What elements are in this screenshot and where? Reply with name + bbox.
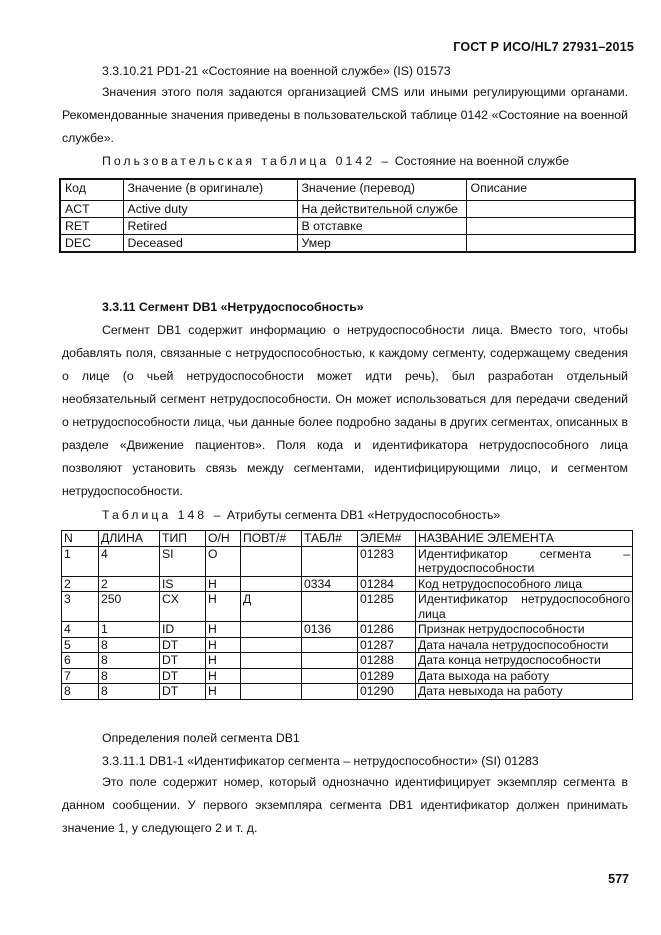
table-cell: DT [160,637,206,653]
table-cell: 01285 [358,592,416,622]
table-148-caption-prefix: Таблица 148 – [102,508,224,522]
table-cell [466,201,635,218]
db1-section-heading: 3.3.11 Сегмент DB1 «Нетрудоспособность» [102,300,364,314]
table-cell: 01283 [358,546,416,576]
table-cell: Идентификатор нетрудоспособного лица [416,592,633,622]
pd1-21-title: 3.3.10.21 PD1-21 «Состояние на военной службе» (IS) 01573 [102,64,451,78]
table-cell: Deceased [123,235,297,253]
table-cell [241,637,302,653]
table-cell [241,668,302,684]
table-cell: Дата выхода на работу [416,668,633,684]
table-row [62,637,633,653]
table-cell: 2 [99,576,160,592]
table-cell: 6 [62,653,99,669]
table-cell: RET [60,218,123,235]
table-row [62,622,633,638]
table-cell: SI [160,546,206,576]
table-cell: 01287 [358,637,416,653]
table-cell: Д [241,592,302,622]
table-cell [302,546,358,576]
table-cell [241,576,302,592]
db1-1-paragraph: Это поле содержит номер, который однозначно идентифицирует экземпляр сегмента в данном сообщении. У первого экземпляра сегмента DB1 идентификатор должен принимать значение 1, у следующего 2 и т. д. [62,775,628,835]
table-row [60,235,635,253]
table-cell: 8 [99,637,160,653]
table-cell: CX [160,592,206,622]
table-cell: На действительной службе [297,201,466,218]
table-cell: Н [206,653,241,669]
table-cell [302,637,358,653]
db1-1-title: 3.3.11.1 DB1-1 «Идентификатор сегмента – нетрудоспособности» (SI) 01283 [102,754,539,768]
table-row [62,592,633,622]
table-cell: 4 [62,622,99,638]
table-cell [302,668,358,684]
table-cell: 7 [62,668,99,684]
table-cell: O [206,546,241,576]
table-cell: 4 [99,546,160,576]
table-cell: Признак нетрудоспособности [416,622,633,638]
table-0142-caption [102,154,569,168]
table-cell: 01284 [358,576,416,592]
table-cell: Дата невыхода на работу [416,684,633,700]
field-definitions-title: Определения полей сегмента DB1 [102,731,300,745]
pd1-21-paragraph: Значения этого поля задаются организацией CMS или иными регулирующими органами. Рекомендованные значения приведены в пользовательской таблице 0142 «Состояние на военной службе». [62,85,628,145]
table-cell: 5 [62,637,99,653]
table-cell: 8 [62,684,99,700]
table-cell: Н [206,592,241,622]
header-cell: Значение (в оригинале) [123,179,297,201]
table-cell: 250 [99,592,160,622]
table-cell [241,653,302,669]
header-cell: НАЗВАНИЕ ЭЛЕМЕНТА [416,531,633,547]
table-cell: Идентификатор сегмента – нетрудоспособности [416,546,633,576]
header-cell: N [62,531,99,547]
table-cell: Код нетрудоспособного лица [416,576,633,592]
table-cell: Active duty [123,201,297,218]
table-cell [466,235,635,253]
table-cell [466,218,635,235]
document-header: ГОСТ Р ИСО/HL7 27931–2015 [453,40,634,54]
table-cell: 1 [99,622,160,638]
page-number: 577 [608,872,629,886]
header-cell: ПОВТ/# [241,531,302,547]
table-cell: Дата начала нетрудоспособности [416,637,633,653]
table-cell: Н [206,622,241,638]
table-cell: DT [160,684,206,700]
table-cell: 0136 [302,622,358,638]
table-cell: DEC [60,235,123,253]
table-cell: Н [206,684,241,700]
table-cell: ID [160,622,206,638]
table-0142 [59,178,636,253]
table-cell: DT [160,653,206,669]
table-cell [241,684,302,700]
table-cell: В отставке [297,218,466,235]
table-0142-caption-title: Состояние на военной службе [394,154,570,168]
header-cell: Описание [466,179,635,201]
db1-paragraph: Сегмент DB1 содержит информацию о нетрудоспособности лица. Вместо того, чтобы добавлять поля, связанные с нетрудоспособностью, к каждому сегменту, содержащему сведения о лице (о чьей нетрудоспособности может идти речь), был разработан отдельный необязательный сегмент нетрудоспособности. Он может использоваться для передачи сведений о нетрудоспособности лица, чьи данные более подробно заданы в других сегментах, описанных в разделе «Движение пациентов». Поля кода и идентификатора нетрудоспособного лица позволяют установить связь между сегментами, идентифицирующими лицо, и сегментом нетрудоспособности. [62,323,628,498]
table-row [60,218,635,235]
table-row [60,201,635,218]
table-cell: 01288 [358,653,416,669]
table-cell: 3 [62,592,99,622]
table-148-caption-title: Атрибуты сегмента DB1 «Нетрудоспособность» [226,508,501,522]
header-cell: ТАБЛ# [302,531,358,547]
table-cell: IS [160,576,206,592]
table-cell: 8 [99,653,160,669]
table-row [62,546,633,576]
table-cell: DT [160,668,206,684]
table-cell [241,546,302,576]
table-cell: Н [206,576,241,592]
table-cell: 2 [62,576,99,592]
table-row [62,653,633,669]
table-cell: ACT [60,201,123,218]
header-cell: Значение (перевод) [297,179,466,201]
table-cell: Дата конца нетрудоспособности [416,653,633,669]
table-row [62,668,633,684]
header-cell: ЭЛЕМ# [358,531,416,547]
table-header-row [60,179,635,201]
table-header-row [62,531,633,547]
table-cell [302,653,358,669]
table-cell: 1 [62,546,99,576]
table-cell: 01289 [358,668,416,684]
table-cell: Умер [297,235,466,253]
header-cell: О/Н [206,531,241,547]
table-cell: 01290 [358,684,416,700]
table-cell [302,684,358,700]
table-cell: 8 [99,668,160,684]
table-cell: 0334 [302,576,358,592]
header-cell: Код [60,179,123,201]
header-cell: ТИП [160,531,206,547]
header-cell: ДЛИНА [99,531,160,547]
table-cell: Н [206,668,241,684]
table-cell: Retired [123,218,297,235]
table-148 [61,530,633,700]
table-cell: 8 [99,684,160,700]
table-cell: Н [206,637,241,653]
table-row [62,684,633,700]
table-cell [302,592,358,622]
table-cell [241,622,302,638]
table-0142-caption-prefix: Пользовательская таблица 0142 – [102,154,392,168]
table-cell: 01286 [358,622,416,638]
table-148-caption [102,508,500,522]
table-row [62,576,633,592]
